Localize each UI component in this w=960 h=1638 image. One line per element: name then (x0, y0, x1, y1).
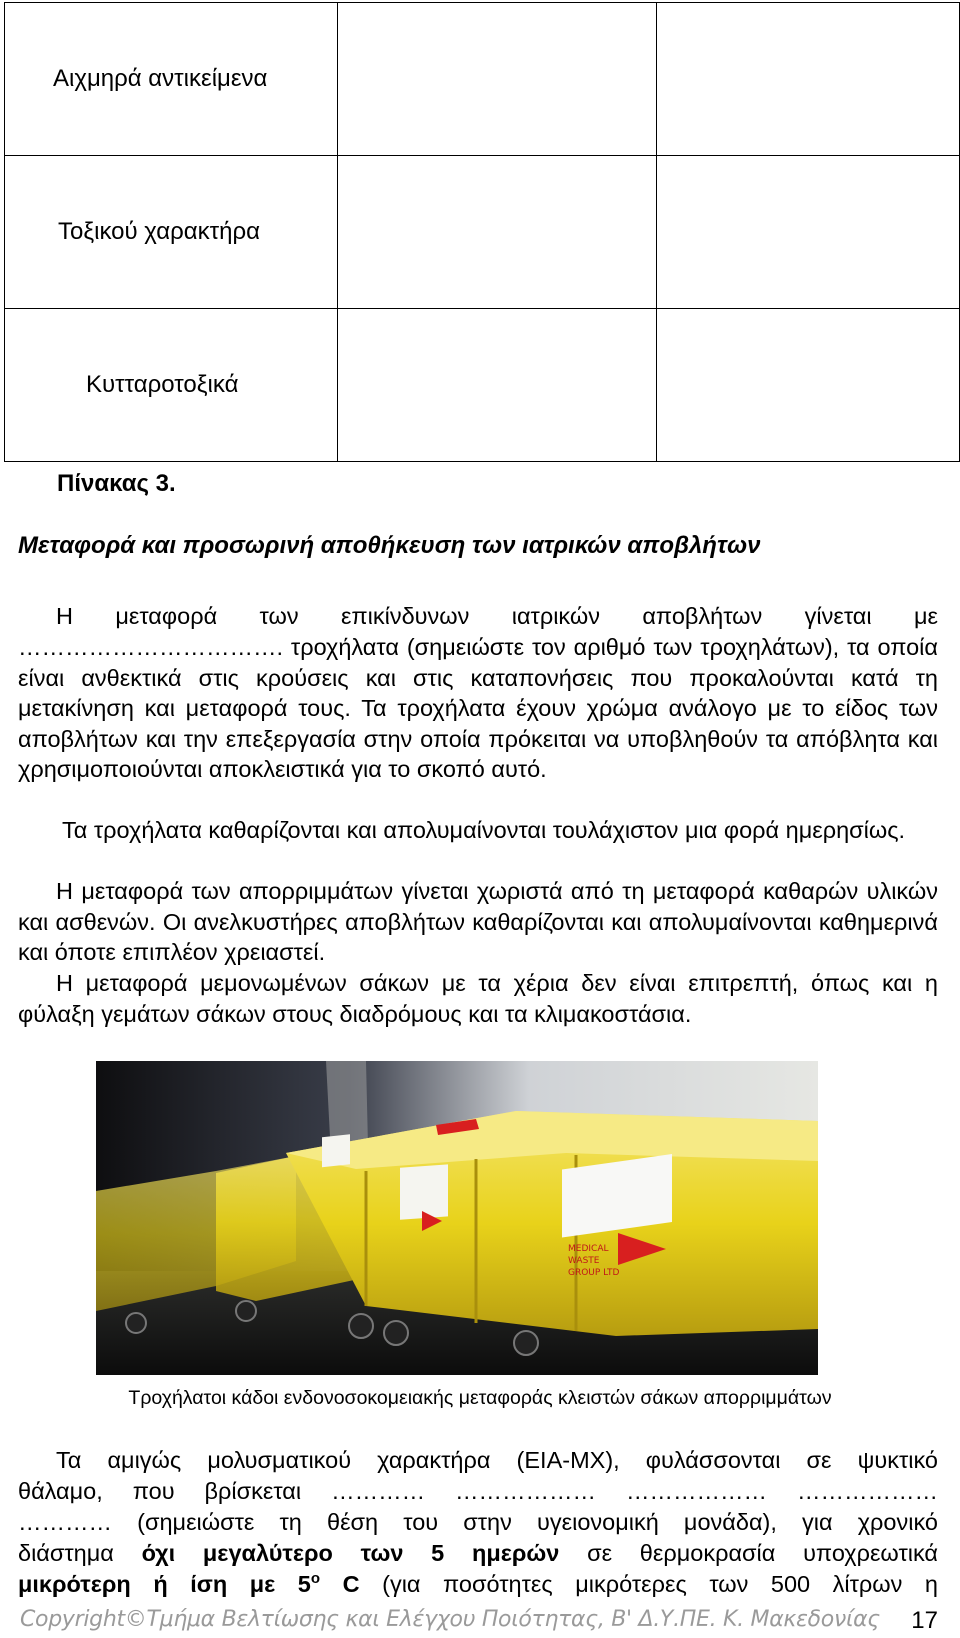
paragraph-1-body: ……………………………. τροχήλατα (σημειώστε τον αριθμό των τροχηλάτων), τα οποία είναι ανθεκτικά στις κρούσεις και στις καταπονήσεις που προκαλούνται κατά τη μετακίνηση και μεταφορά τους. Τα τροχήλατα έχουν χρώμα ανάλογο με το είδος των αποβλήτων και την επεξεργασία στην οποία πρόκειται να υποβληθούν τα απόβλητα και χρησιμοποιούνται αποκλειστικά για το σκοπό αυτό. (18, 634, 938, 782)
table-cell-empty (338, 309, 657, 462)
table-cell-empty (338, 3, 657, 156)
degree-superscript: ο (310, 1570, 321, 1588)
paragraph-text: Τα τροχήλατα καθαρίζονται και απολυμαίνονται τουλάχιστον μια φορά ημερησίως. (62, 817, 906, 843)
photo-caption: Τροχήλατοι κάδοι ενδονοσοκομειακής μεταφοράς κλειστών σάκων απορριμμάτων (128, 1387, 832, 1409)
waste-bins-photo (96, 1061, 818, 1375)
bottom-paragraph-line: ………… (σημειώστε τη θέση του στην υγειονομική μονάδα), για χρονικό (18, 1509, 938, 1535)
table-cell-label (5, 156, 338, 309)
table-cell-empty (657, 309, 960, 462)
table-cell-empty (657, 3, 960, 156)
table-row (5, 156, 960, 309)
bottom-paragraph-line (18, 1445, 938, 1476)
label-line: MEDICAL (568, 1244, 609, 1254)
label-line: WASTE (568, 1256, 600, 1266)
paragraph-4 (18, 968, 938, 1029)
paragraph-text: (για ποσότητες μικρότερες των 500 λίτρων η (359, 1571, 938, 1597)
waste-category-table (4, 2, 960, 462)
paragraph-text: Η μεταφορά μεμονωμένων σάκων με τα χέρια δεν είναι επιτρεπτή, όπως και η φύλαξη γεμάτων σάκων στους διαδρόμους και τα κλιμακοστάσια. (18, 970, 938, 1027)
footer-copyright: Copyright©Τμήμα Βελτίωσης και Ελέγχου Ποιότητας, Β' Δ.Υ.ΠΕ. Κ. Μακεδονίας (20, 1607, 880, 1632)
paragraph-1-first-line (18, 601, 938, 632)
emphasis-text: μικρότερη ή ίση με 5 (18, 1571, 311, 1597)
bottom-paragraph-line (18, 1538, 938, 1569)
table-row (5, 3, 960, 156)
paragraph-text: Τα αμιγώς μολυσματικού χαρακτήρα (ΕΙΑ-ΜΧ), φυλάσσονται σε ψυκτικό (56, 1447, 938, 1473)
paragraph-2 (18, 815, 938, 846)
bottom-paragraph-line (18, 1569, 938, 1600)
paragraph-3 (18, 876, 938, 968)
paragraph-text: διάστημα (18, 1540, 142, 1566)
paragraph-text: σε θερμοκρασία υποχρεωτικά (559, 1540, 939, 1566)
row-label: Αιχμηρά αντικείμενα (53, 65, 268, 92)
table-row (5, 309, 960, 462)
emphasis-text: C (320, 1571, 360, 1597)
table-cell-label (5, 3, 338, 156)
table-cell-empty (657, 156, 960, 309)
paragraph-text: Η μεταφορά των απορριμμάτων γίνεται χωριστά από τη μεταφορά καθαρών υλικών και ασθενών. Οι ανελκυστήρες αποβλήτων καθαρίζονται και απολυμαίνονται καθημερινά και όποτε επιπλέον χρειαστεί. (18, 878, 938, 965)
table-caption: Πίνακας 3. (57, 470, 176, 497)
row-label: Τοξικού χαρακτήρα (58, 218, 261, 245)
page-number: 17 (911, 1607, 938, 1634)
table-cell-label (5, 309, 338, 462)
row-label: Κυτταροτοξικά (86, 371, 239, 398)
emphasis-text: όχι μεγαλύτερο των 5 ημερών (141, 1540, 560, 1566)
section-heading: Μεταφορά και προσωρινή αποθήκευση των ιατρικών αποβλήτων (18, 532, 761, 559)
bottom-paragraph-line: θάλαμο, που βρίσκεται ………… ……………… ……………… ……………… (18, 1478, 938, 1504)
table-cell-empty (338, 156, 657, 309)
label-line: GROUP LTD (568, 1268, 620, 1278)
paragraph-text: Η μεταφορά των επικίνδυνων ιατρικών αποβλήτων γίνεται με (56, 603, 938, 629)
